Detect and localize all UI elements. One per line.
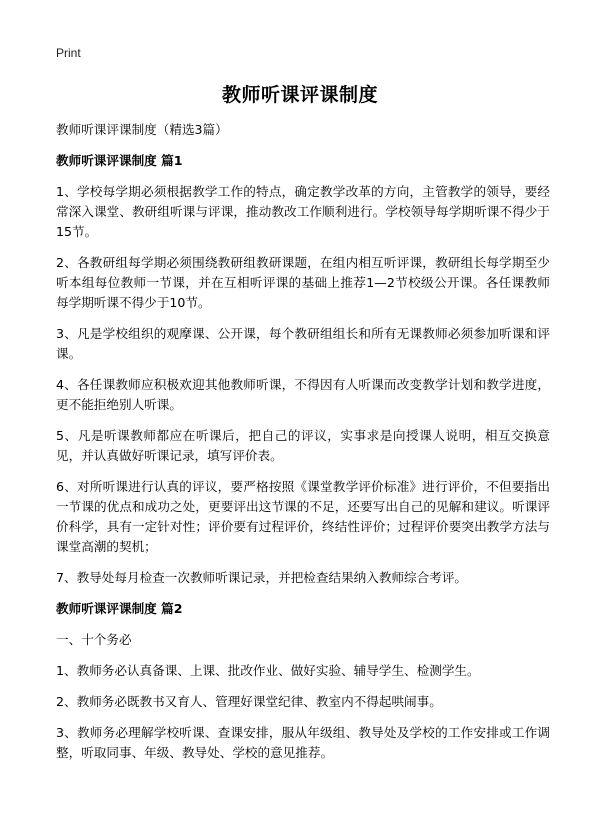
paragraph: 1、教师务必认真备课、上课、批改作业、做好实验、辅导学生、检测学生。 [56,663,480,678]
paragraph: 3、教师务必理解学校听课、查课安排，服从年级组、教导处及学校的工作安排或工作调整，听取同事、年级、教导处、学校的意见推荐。 [56,725,550,760]
section-1 [56,151,550,588]
paragraph: 5、凡是听课教师都应在听课后，把自己的评议，实事求是向授课人说明，相互交换意见，并认真做好听课记录，填写评价表。 [56,428,550,463]
paragraph: 4、各任课教师应积极欢迎其他教师听课，不得因有人听课而改变教学计划和教学进度，更不能拒绝别人听课。 [56,377,550,412]
paragraph: 2、各教研组每学期必须围绕教研组教研课题，在组内相互听评课，教研组长每学期至少听本组每位教师一节课，并在互相听评课的基础上推荐1—2节校级公开课。各任课教师每学期听课不得少于10节。 [56,255,550,310]
paragraph: 7、教导处每月检查一次教师听课记录，并把检查结果纳入教师综合考评。 [56,570,468,585]
paragraph: 一、十个务必 [56,632,132,647]
print-label: Print [56,46,81,60]
paragraph: 3、凡是学校组织的观摩课、公开课，每个教研组组长和所有无课教师必须参加听课和评课。 [56,326,550,361]
section-heading: 教师听课评课制度 篇2 [56,601,183,616]
paragraph: 6、对所听课进行认真的评议，要严格按照《课堂教学评价标准》进行评价，不但要指出一节课的优点和成功之处，更要评出这节课的不足，还要写出自己的见解和建议。听课评价科学，具有一定针对性；评价要有过程评价，终结性评价；过程评价要突出教学方法与课堂高潮的契机； [56,479,550,554]
section-2 [56,599,550,763]
section-heading: 教师听课评课制度 篇1 [56,153,183,168]
document-body [56,120,550,774]
document-subtitle: 教师听课评课制度（精选3篇） [56,122,228,137]
document-title: 教师听课评课制度 [221,84,378,106]
paragraph: 1、学校每学期必须根据教学工作的特点，确定教学改革的方向，主管教学的领导，要经常深入课堂、教研组听课与评课，推动教改工作顺利进行。学校领导每学期听课不得少于15节。 [56,184,550,239]
paragraph: 2、教师务必既教书又育人、管理好课堂纪律、教室内不得起哄闹事。 [56,694,442,709]
